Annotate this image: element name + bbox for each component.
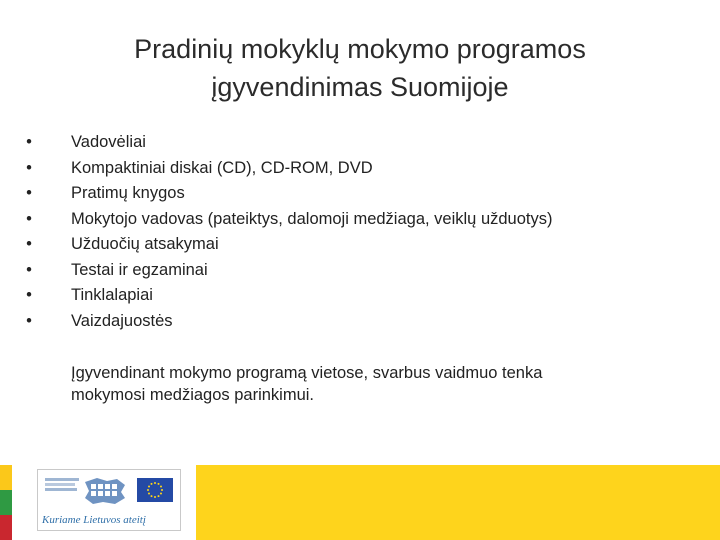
bullet-text: Pratimų knygos: [71, 184, 185, 202]
bullet-dot: •: [26, 184, 32, 202]
bullet-item: [22, 156, 692, 182]
bullet-item: [22, 130, 692, 156]
bullet-text: Vadovėliai: [71, 133, 146, 151]
bullet-item: [22, 309, 692, 335]
title-line-1: Pradinių mokyklų mokymo programos: [134, 34, 586, 64]
bullet-item: [22, 181, 692, 207]
bullet-text: Tinklalapiai: [71, 286, 153, 304]
bullet-text: Mokytojo vadovas (pateiktys, dalomoji medžiaga, veiklų užduotys): [71, 209, 553, 228]
bullet-text: Vaizdajuostės: [71, 311, 173, 330]
bullet-dot: •: [26, 235, 32, 253]
title-line-2: įgyvendinimas Suomijoje: [211, 72, 509, 102]
stripe-yellow: [0, 465, 12, 490]
bullet-text: Testai ir egzaminai: [71, 260, 208, 279]
bullet-list: [22, 130, 692, 334]
eu-stars-icon: [137, 478, 173, 502]
flag-stripes: [0, 465, 12, 540]
bullet-item: [22, 258, 692, 284]
bullet-dot: •: [26, 311, 32, 330]
lithuania-map-logo: [45, 476, 129, 506]
bullet-item: [22, 283, 692, 309]
bullet-item: [22, 207, 692, 233]
bullet-text: Užduočių atsakymai: [71, 235, 219, 253]
bullet-item: [22, 232, 692, 258]
footer-slogan: Kuriame Lietuvos ateitį: [42, 514, 146, 526]
bullet-dot: •: [26, 158, 32, 177]
bullet-dot: •: [26, 286, 32, 304]
stripe-green: [0, 490, 12, 515]
bullet-dot: •: [26, 260, 32, 279]
footer-logo-box: [37, 469, 181, 531]
stripe-red: [0, 515, 12, 540]
eu-flag-logo: [137, 478, 173, 502]
note-line-1: Įgyvendinant mokymo programą vietose, svarbus vaidmuo tenka: [71, 364, 543, 382]
slide-title: [60, 30, 660, 106]
bullet-text: Kompaktiniai diskai (CD), CD-ROM, DVD: [71, 158, 373, 177]
bullet-dot: •: [26, 133, 32, 151]
implementation-note: [71, 362, 671, 406]
note-line-2: mokymosi medžiagos parinkimui.: [71, 386, 314, 404]
footer-yellow-bar: [196, 465, 720, 540]
bullet-dot: •: [26, 209, 32, 228]
